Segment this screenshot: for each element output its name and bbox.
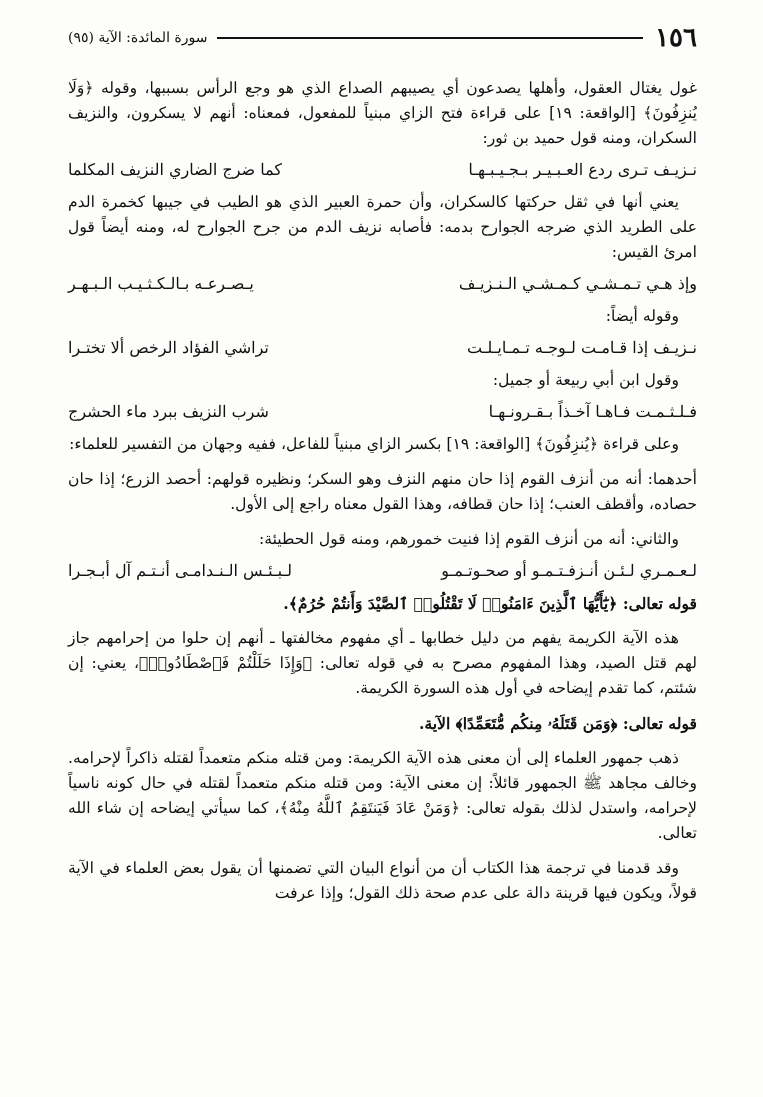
poetry-verse — [68, 335, 697, 360]
verse-second-hemistich: يـصـرعـه بـالـكـثـيـب الـبـهـر — [68, 274, 254, 293]
paragraph: يعني أنها في ثقل حركتها كالسكران، وأن حمرة العبير الذي هو الطيب في جيبها كخمرة الدم على الطريد الذي ضرجه الجوارح بدمه: فأصابه نزيف الدم من جرح الجوارح له، ومنه أيضاً قول امرئ القيس: — [68, 193, 697, 261]
verse-second-hemistich: شرب النزيف ببرد ماء الحشرج — [68, 402, 269, 421]
page-number: ١٥٦ — [655, 23, 697, 53]
verse-second-hemistich: كما ضرج الضاري النزيف المكلما — [68, 160, 282, 179]
header-rule — [217, 37, 643, 39]
poetry-verse — [68, 271, 697, 296]
paragraph: وعلى قراءة ﴿يُنزِفُونَ﴾ [الواقعة: ١٩] بكسر الزاي مبنياً للفاعل، ففيه وجهان من التفسير للعلماء: — [69, 435, 679, 453]
paragraph: وقد قدمنا في ترجمة هذا الكتاب أن من أنواع البيان التي تضمنها أن يقول بعض العلماء في الآية قولاً، ويكون فيها قرينة دالة على عدم صحة ذلك القول؛ وإذا عرفت — [68, 859, 697, 902]
paragraph: هذه الآية الكريمة يفهم من دليل خطابها ـ أي مفهوم مخالفتها ـ أنهم إن حلوا من إحرامهم جاز لهم قتل الصيد، وهذا المفهوم مصرح به في قوله تعالى: ﴿وَإِذَا حَلَلْتُمْ فَٱصْطَادُوا۟﴾، يعني: إن شئتم، كما تقدم إيضاحه في أول هذه السورة الكريمة. — [68, 629, 697, 697]
verse-heading: قوله تعالى: ﴿وَمَن قَتَلَهُۥ مِنكُم مُّتَعَمِّدًا﴾ الآية. — [419, 714, 697, 733]
page-body — [68, 76, 697, 906]
verse-heading: قوله تعالى: ﴿يَٰٓأَيُّهَا ٱلَّذِينَ ءَامَنُوا۟ لَا تَقْتُلُوا۟ ٱلصَّيْدَ وَأَنتُمْ حُرُمٌ﴾. — [283, 594, 697, 613]
paragraph: أحدهما: أنه من أنزف القوم إذا حان منهم النزف وهو السكر؛ ونظيره قولهم: أحصد الزرع؛ إذا حان حصاده، وأقطف العنب؛ إذا حان قطافه، وهذا القول معناه راجع إلى الأول. — [68, 470, 697, 513]
poetry-verse — [68, 399, 697, 424]
paragraph: ذهب جمهور العلماء إلى أن معنى هذه الآية الكريمة: ومن قتله منكم متعمداً لقتله ذاكراً لإحرامه. وخالف مجاهد ﷺ الجمهور قائلاً: إن معنى الآية: ومن قتله منكم متعمداً لقتله في حال كونه ناسياً لإحرامه، واستدل لذلك بقوله تعالى: ﴿وَمَنْ عَادَ فَيَنتَقِمُ ٱللَّهُ مِنْهُ﴾، كما سيأتي إيضاحه إن شاء الله تعالى. — [68, 749, 697, 842]
paragraph: غول يغتال العقول، وأهلها يصدعون أي يصيبهم الصداع الذي هو وجع الرأس بسببها، وقوله ﴿وَلَا يُنزِفُونَ﴾ [الواقعة: ١٩] على قراءة فتح الزاي مبنياً للمفعول، فمعناه: أنهم لا يسكرون، والنزيف السكران، ومنه قول حميد بن ثور: — [68, 79, 697, 147]
paragraph: والثاني: أنه من أنزف القوم إذا فنيت خمورهم، ومنه قول الحطيئة: — [258, 530, 679, 548]
verse-first-hemistich: نـزيـف تـرى ردع العـبـيـر بـجـيـبـهـا — [468, 160, 697, 179]
page-header — [68, 18, 697, 58]
poetry-verse — [68, 157, 697, 182]
paragraph: وقول ابن أبي ربيعة أو جميل: — [492, 371, 679, 389]
verse-first-hemistich: لـعـمـري لـئـن أنـزفـتـمـو أو صحـوتـمـو — [441, 561, 697, 580]
poetry-verse — [68, 558, 697, 583]
verse-second-hemistich: تراشي الفؤاد الرخص ألا تختـرا — [68, 338, 269, 357]
paragraph: وقوله أيضاً: — [605, 307, 679, 325]
verse-first-hemistich: نـزيـف إذا قـامـت لـوجـه تـمـايـلـت — [467, 338, 697, 357]
verse-first-hemistich: وإذ هـي تـمـشـي كـمـشـي الـنـزيـف — [458, 274, 697, 293]
verse-second-hemistich: لـبـئـس الـنـدامـى أنـتـم آل أبـجـرا — [68, 561, 292, 580]
verse-first-hemistich: فـلـثـمـت فـاهـا آخـذاً بـقـرونـهـا — [488, 402, 697, 421]
running-title: سورة المائدة: الآية (٩٥) — [68, 30, 208, 46]
